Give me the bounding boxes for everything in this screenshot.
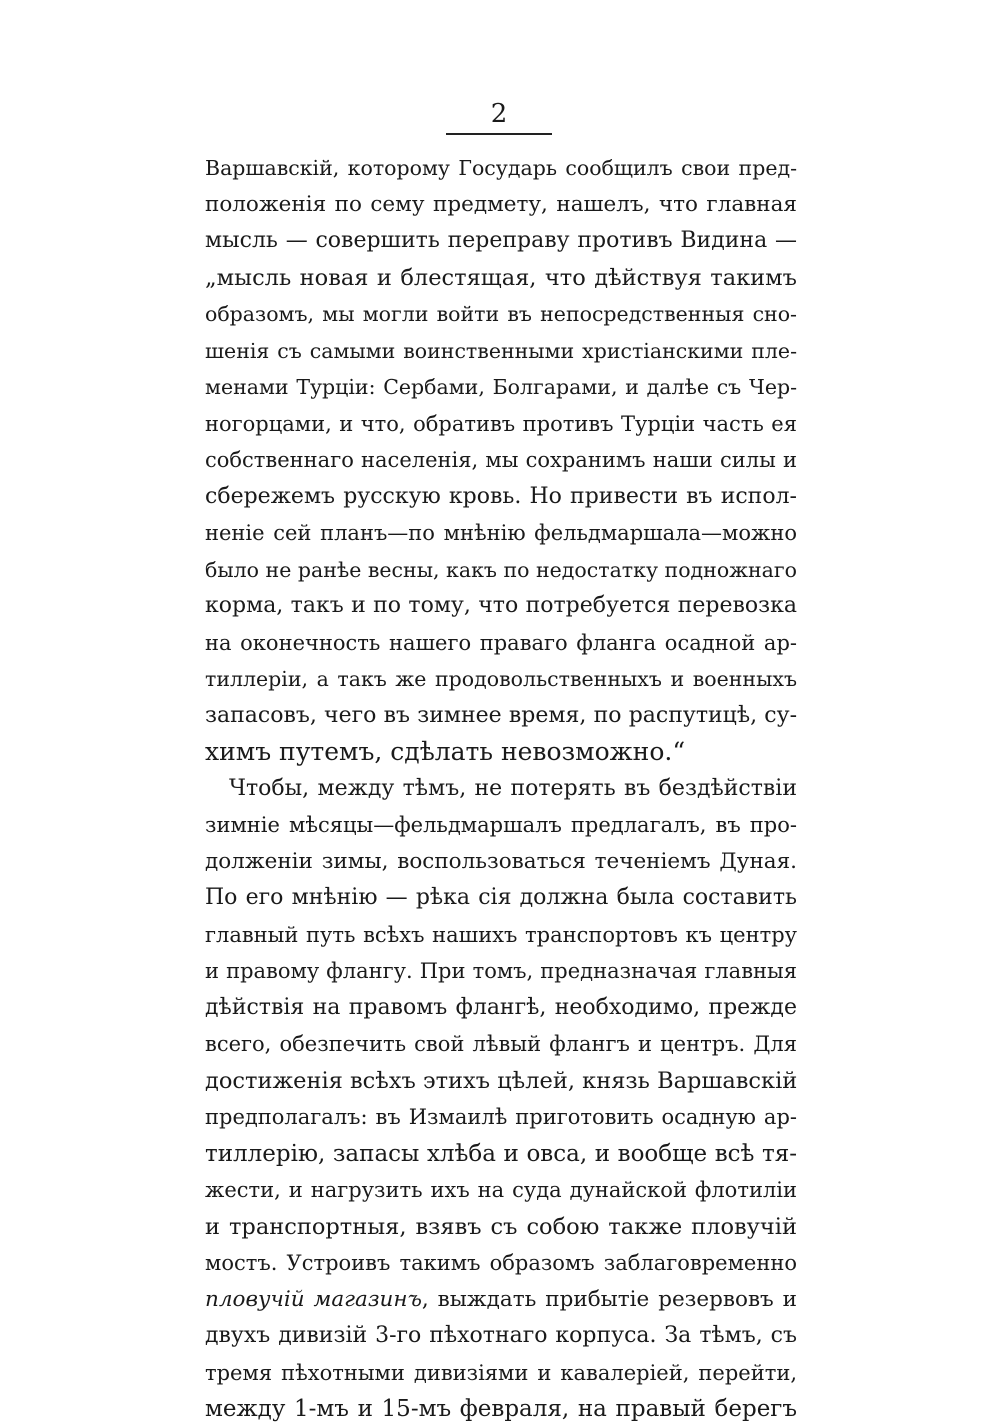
text-line: долженіи зимы, воспользоваться теченіемъ Дуная. — [205, 848, 797, 874]
text-line: запасовъ, чего въ зимнее время, по распутицѣ, су- — [205, 702, 797, 728]
text-line: между 1-мъ и 15-мъ февраля, на правый берегъ — [205, 1396, 797, 1422]
text-line: предполагалъ: въ Измаилѣ приготовить осадную ар- — [205, 1105, 797, 1129]
text-line: достиженія всѣхъ этихъ цѣлей, князь Варшавскій — [205, 1067, 797, 1094]
text-line: собственнаго населенія, мы сохранимъ наши силы и — [205, 448, 797, 472]
text-line: на оконечность нашего праваго фланга осадной ар- — [205, 630, 797, 655]
text-line: мостъ. Устроивъ такимъ образомъ заблаговременно — [205, 1251, 797, 1275]
text-line: и транспортныя, взявъ съ собою также пловучій — [205, 1213, 797, 1240]
text-line: образомъ, мы могли войти въ непосредственныя сно- — [205, 302, 797, 326]
text-line: „мысль новая и блестящая, что дѣйствуя такимъ — [205, 264, 797, 291]
text-line: мысль — совершить переправу противъ Видина — — [205, 228, 797, 253]
text-line: неніе сей планъ—по мнѣнію фельдмаршала—можно — [205, 521, 797, 545]
text-line: всего, обезпечить свой лѣвый флангъ и центръ. Для — [205, 1032, 797, 1056]
paragraph-end-line: химъ путемъ, сдѣлать невозможно.“ — [205, 737, 686, 766]
text-line: было не ранѣе весны, какъ по недостатку подножнаго — [205, 557, 797, 582]
text-line: По его мнѣнію — рѣка сія должна была составить — [205, 885, 797, 910]
body-text — [205, 150, 797, 1428]
text-line: сбережемъ русскую кровь. Но привести въ испол- — [205, 483, 797, 509]
text-line: дѣйствія на правомъ флангѣ, необходимо, прежде — [205, 994, 797, 1020]
text-line: положенія по сему предмету, нашелъ, что главная — [205, 191, 797, 217]
text-line: жести, и нагрузить ихъ на суда дунайской флотиліи — [205, 1178, 797, 1202]
text-line: менами Турціи: Сербами, Болгарами, и далѣе съ Чер- — [205, 375, 797, 399]
text-line: двухъ дивизій 3-го пѣхотнаго корпуса. За тѣмъ, съ — [205, 1323, 797, 1348]
text-line: главный путь всѣхъ нашихъ транспортовъ къ центру — [205, 922, 797, 947]
text-line: тиллерію, запасы хлѣба и овса, и вообще всѣ тя- — [205, 1140, 797, 1167]
text-line: Варшавскій, которому Государь сообщилъ свои пред- — [205, 156, 797, 180]
text-line: тиллеріи, а такъ же продовольственныхъ и военныхъ — [205, 667, 797, 691]
text-line: шенія съ самыми воинственными христіанскими пле- — [205, 338, 797, 363]
text-line: ногорцами, и что, обративъ противъ Турціи часть ея — [205, 411, 797, 436]
page-number-rule — [446, 133, 552, 135]
text-line-with-italic — [205, 1282, 797, 1319]
text-line: тремя пѣхотными дивизіями и кавалеріей, перейти, — [205, 1360, 797, 1385]
line-remainder: , выждать прибытіе резервовъ и — [421, 1286, 797, 1312]
page-number: 2 — [490, 99, 508, 129]
text-line: зимніе мѣсяцы—фельдмаршалъ предлагалъ, въ про- — [205, 813, 797, 837]
text-line: корма, такъ и по тому, что потребуется перевозка — [205, 593, 797, 618]
italic-phrase: пловучій магазинъ — [205, 1286, 422, 1312]
paragraph-start-line: Чтобы, между тѣмъ, не потерять въ бездѣйствіи — [229, 775, 797, 801]
text-line: и правому флангу. При томъ, предназначая главныя — [205, 959, 797, 983]
